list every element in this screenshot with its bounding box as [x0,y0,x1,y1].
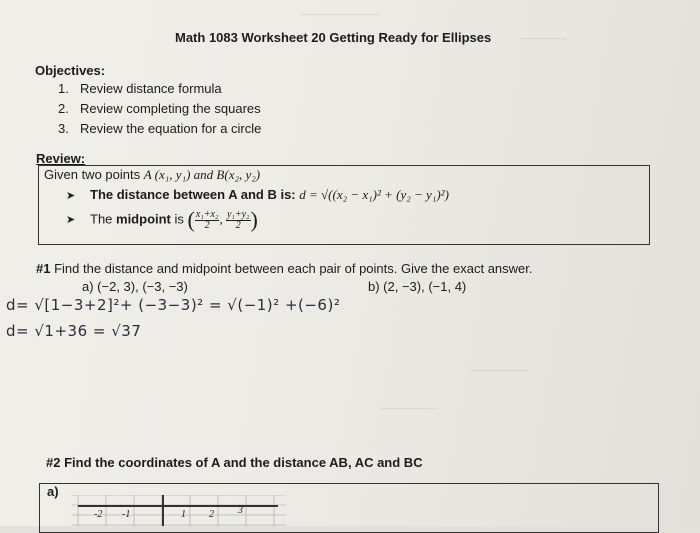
axis-tick-label: 3 [238,505,243,516]
question-1-part-a: a) (−2, 3), (−3, −3) [82,279,188,294]
objective-number: 3. [58,121,69,136]
question-1-text: Find the distance and midpoint between each pair of points. Give the exact answer. [54,261,533,276]
objective-text: Review distance formula [80,81,222,96]
point-b: B(x₂, y₂) [216,167,261,182]
objective-item [58,101,261,116]
question-2-part-a: a) [47,484,59,499]
midpoint-label-part: is [170,211,188,227]
midpoint-y-fraction [226,210,251,231]
open-paren: ( [187,207,195,232]
distance-bullet [66,187,449,203]
fraction-numerator: y₁+y₂ [226,208,250,220]
arrow-bullet-icon: ➤ [66,190,76,202]
objective-text: Review completing the squares [80,101,261,116]
close-paren: ) [250,207,258,232]
question-1-label: #1 [36,261,51,276]
objectives-heading: Objectives: [35,63,106,78]
midpoint-label-bold: midpoint [116,211,171,227]
bleed-through-text: ————— [470,362,528,377]
distance-formula: d = √((x₂ − x₁)² + (y₂ − y₁)²) [299,187,449,202]
axis-tick-label: -1 [122,509,131,520]
handwritten-work-line-2: d= √1+36 = √37 [6,322,142,340]
question-1 [36,261,533,276]
y-axis [162,495,164,526]
objective-number: 1. [58,81,69,96]
midpoint-label-part: The [90,211,117,227]
axis-tick-label: 2 [209,509,214,520]
given-prefix: Given two points [44,167,144,182]
objective-item [58,81,222,96]
arrow-bullet-icon: ➤ [66,214,76,227]
distance-label: The distance between A and B is: [90,187,300,202]
question-1-part-b: b) (2, −3), (−1, 4) [368,279,467,294]
question-2-text: Find the coordinates of A and the distance AB, AC and BC [64,455,423,470]
bleed-through-text: ——————— [300,6,381,21]
objective-number: 2. [58,101,69,116]
question-2 [46,455,423,470]
fraction-denominator: 2 [204,219,210,231]
objective-text: Review the equation for a circle [80,121,262,136]
midpoint-bullet: ➤ The midpoint is ( $\frac{\text{x₁+x₂}}{2}$ , $\frac{\text{y₁+y₂}}{2}$ ) [66,207,258,232]
question-2-label: #2 [46,455,61,470]
review-heading: Review: [36,151,86,166]
bleed-through-text: ————— [380,400,438,415]
bleed-through-text: ———— [520,30,567,45]
midpoint-x-fraction [195,210,220,231]
review-given-line [44,167,260,183]
fraction-numerator: x₁+x₂ [195,208,219,220]
point-a: A (x₁, y₁) [143,167,191,182]
objective-item [58,121,261,136]
axis-tick-label: -2 [94,509,103,520]
fraction-denominator: 2 [235,219,241,231]
axis-tick-label: 1 [181,509,186,520]
coordinate-grid [72,495,286,526]
and-word: and [190,167,217,182]
x-axis [78,505,278,507]
handwritten-work-line-1: d= √[1−3+2]²+ (−3−3)² = √(−1)² +(−6)² [6,296,341,314]
worksheet-title: Math 1083 Worksheet 20 Getting Ready for Ellipses [175,30,492,45]
